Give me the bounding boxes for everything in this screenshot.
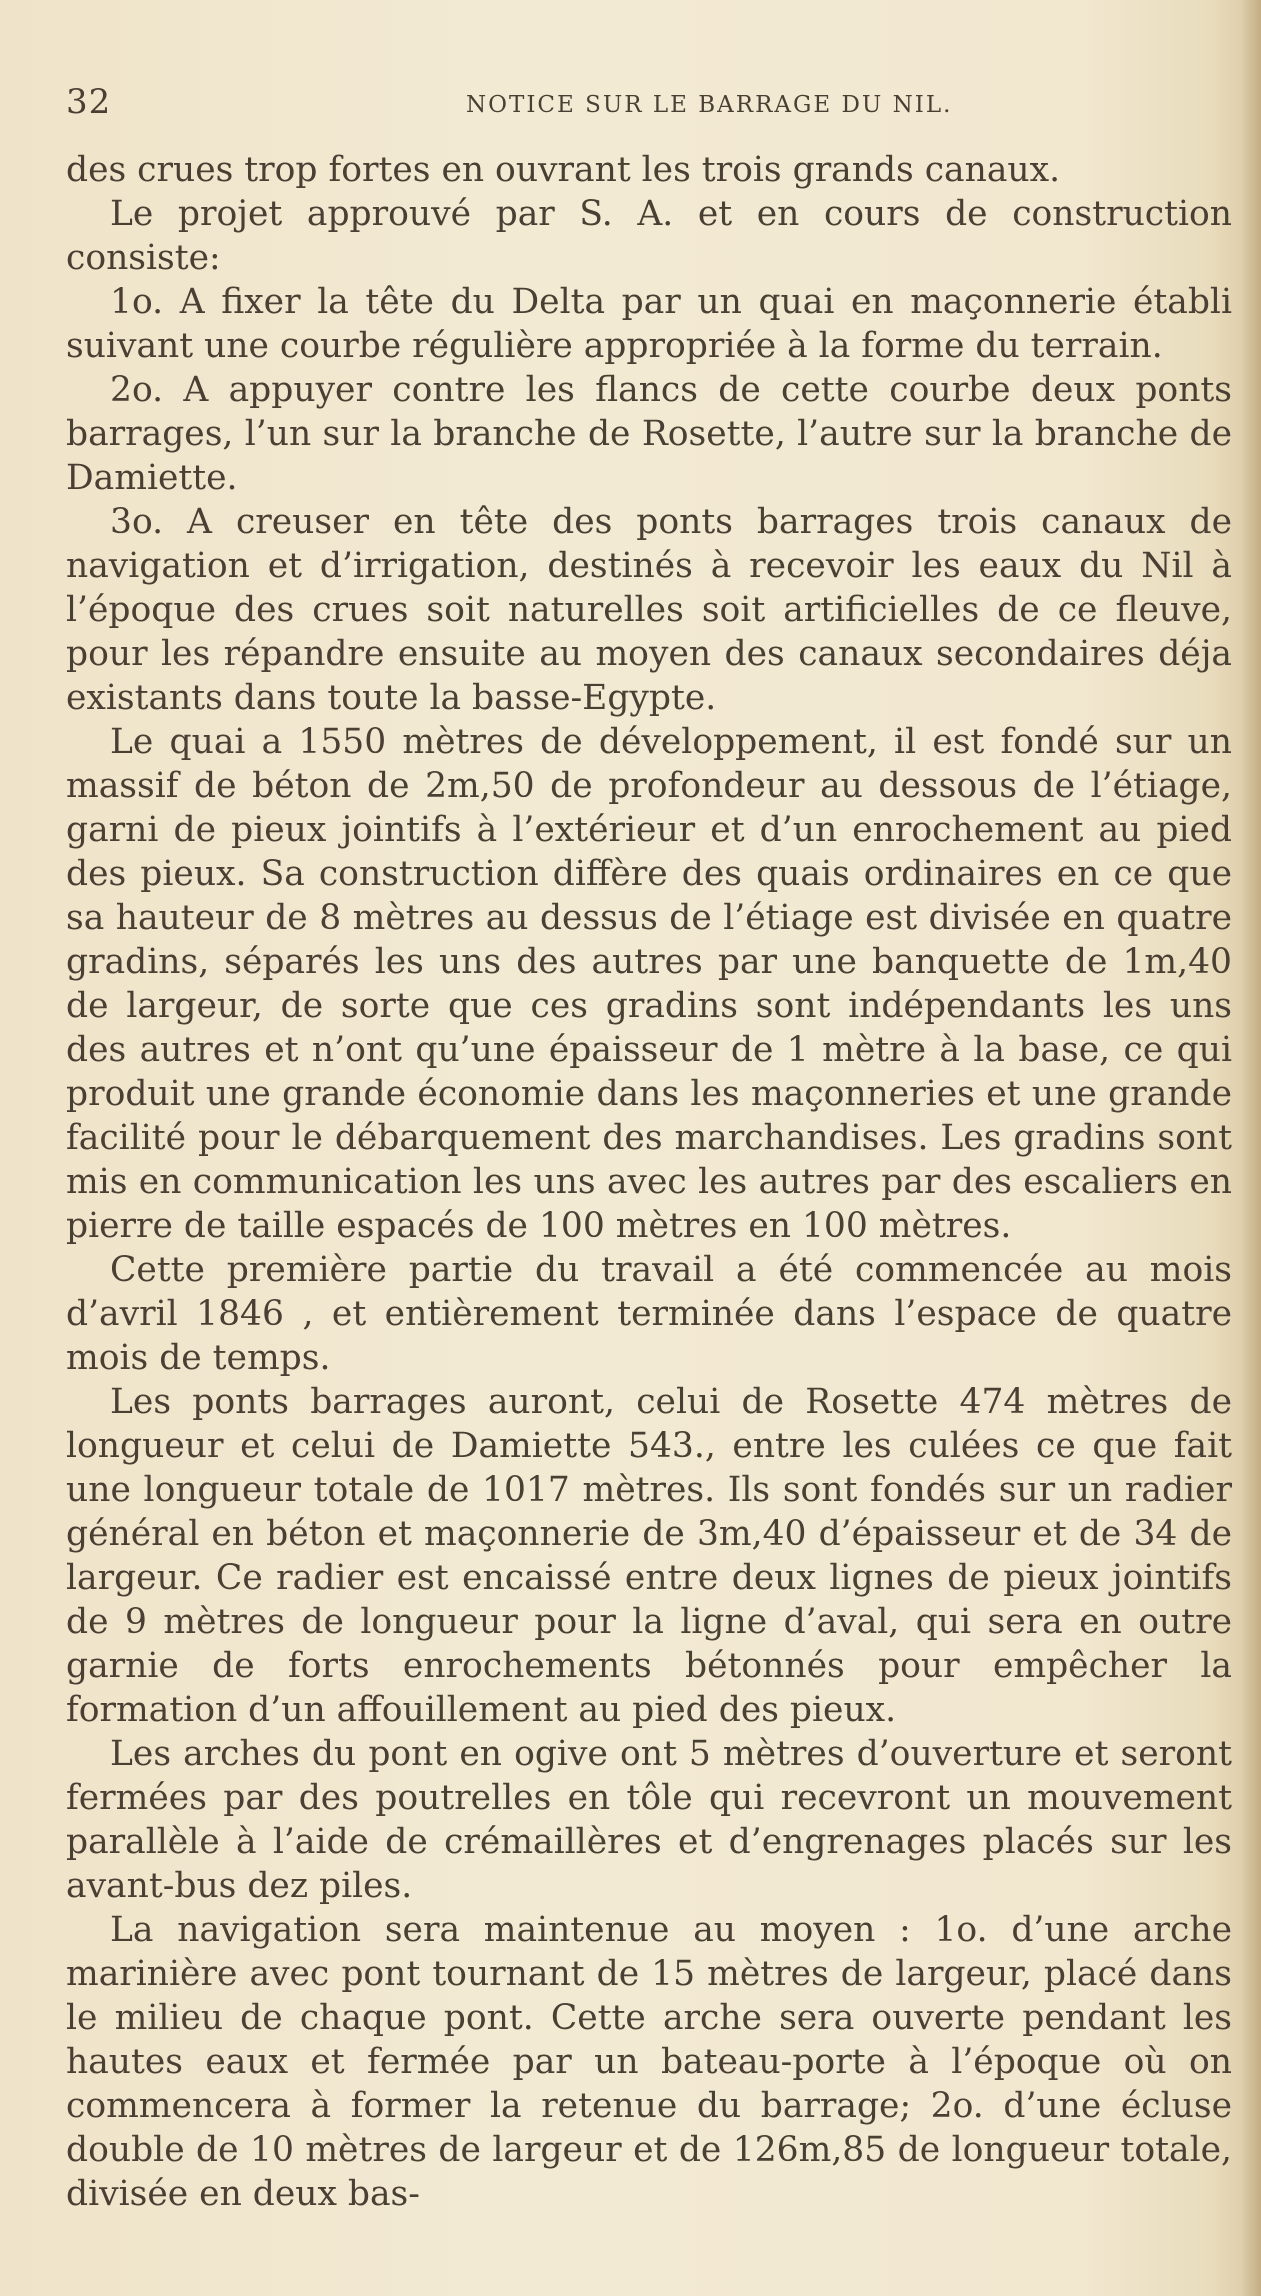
page-edge-shadow	[1241, 0, 1261, 2296]
paragraph-5: 3o. A creuser en tête des ponts barrages trois canaux de navigation et d’irrigation, destinés à recevoir les eaux du Nil à l’époque des crues soit naturelles soit artificielles de ce fleuve, pour les répandre ensuite au moyen des canaux secondaires déja existants dans toute la basse-Egypte.	[66, 502, 1232, 718]
paragraph-9: Les arches du pont en ogive ont 5 mètres d’ouverture et seront fermées par des poutrelles en tôle qui recevront un mouvement parallèle à l’aide de crémaillères et d’engrenages placés sur les avant-bus dez piles.	[66, 1734, 1232, 1906]
paragraph-2: Le projet approuvé par S. A. et en cours de construction consiste:	[66, 194, 1232, 278]
paragraph-3: 1o. A fixer la tête du Delta par un quai en maçonnerie établi suivant une courbe régulière appropriée à la forme du terrain.	[66, 282, 1232, 366]
page-number: 32	[66, 82, 112, 122]
page-header	[66, 82, 1236, 122]
paragraph-1: des crues trop fortes en ouvrant les trois grands canaux.	[66, 150, 1061, 190]
paragraph-10: La navigation sera maintenue au moyen : 1o. d’une arche marinière avec pont tournant de 15 mètres de largeur, placé dans le milieu de chaque pont. Cette arche sera ouverte pendant les hautes eaux et fermée par un bateau-porte à l’époque où on commencera à former la retenue du barrage; 2o. d’une écluse double de 10 mètres de largeur et de 126m,85 de longueur totale, divisée en deux bas-	[66, 1910, 1232, 2214]
paragraph-7: Cette première partie du travail a été commencée au mois d’avril 1846 , et entièrement terminée dans l’espace de quatre mois de temps.	[66, 1250, 1232, 1378]
body-text	[66, 148, 1232, 2216]
paragraph-8: Les ponts barrages auront, celui de Rosette 474 mètres de longueur et celui de Damiette 543., entre les culées ce que fait une longueur totale de 1017 mètres. Ils sont fondés sur un radier général en béton et maçonnerie de 3m,40 d’épaisseur et de 34 de largeur. Ce radier est encaissé entre deux lignes de pieux jointifs de 9 mètres de longueur pour la ligne d’aval, qui sera en outre garnie de forts enrochements bétonnés pour empêcher la formation d’un affouillement au pied des pieux.	[66, 1382, 1232, 1730]
paragraph-4: 2o. A appuyer contre les flancs de cette courbe deux ponts barrages, l’un sur la branche de Rosette, l’autre sur la branche de Damiette.	[66, 370, 1232, 498]
paragraph-6: Le quai a 1550 mètres de développement, il est fondé sur un massif de béton de 2m,50 de profondeur au dessous de l’étiage, garni de pieux jointifs à l’extérieur et d’un enrochement au pied des pieux. Sa construction diffère des quais ordinaires en ce que sa hauteur de 8 mètres au dessus de l’étiage est divisée en quatre gradins, séparés les uns des autres par une banquette de 1m,40 de largeur, de sorte que ces gradins sont indépendants les uns des autres et n’ont qu’une épaisseur de 1 mètre à la base, ce qui produit une grande économie dans les maçonneries et une grande facilité pour le débarquement des marchandises. Les gradins sont mis en communication les uns avec les autres par des escaliers en pierre de taille espacés de 100 mètres en 100 mètres.	[66, 722, 1232, 1246]
running-title: NOTICE SUR LE BARRAGE DU NIL.	[466, 92, 953, 118]
